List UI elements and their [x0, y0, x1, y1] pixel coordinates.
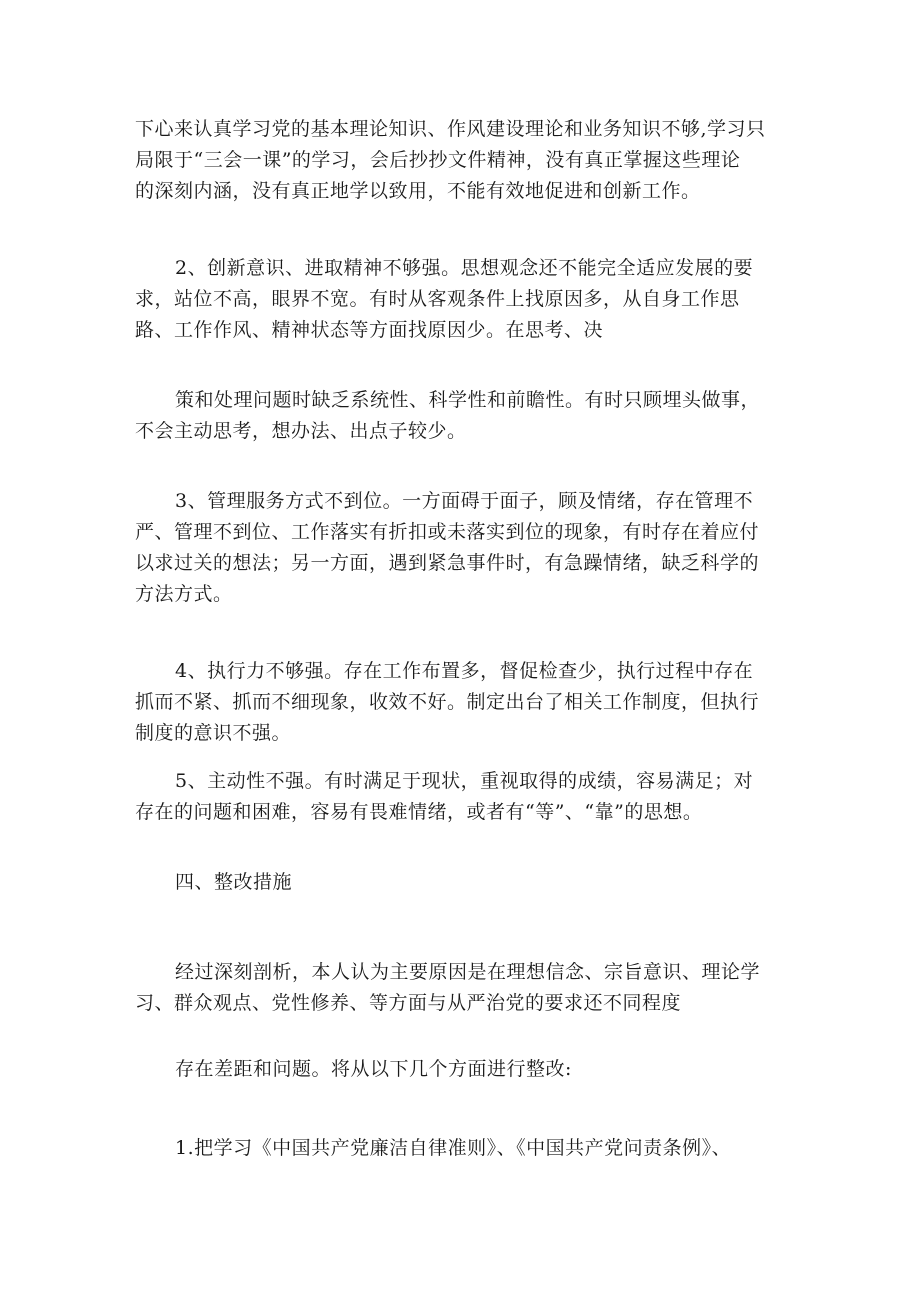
- text-line: 下心来认真学习党的基本理论知识、作风建设理论和业务知识不够,学习只: [135, 118, 766, 140]
- paragraph-measure-1: [135, 1133, 795, 1164]
- text-line: 2、创新意识、进取精神不够强。思想观念还不能完全适应发展的要: [175, 257, 754, 279]
- paragraph-item-3: [135, 486, 795, 610]
- text-line: 以求过关的想法；另一方面，遇到紧急事件时，有急躁情绪，缺乏科学的: [135, 552, 760, 574]
- section-heading-rectification: [135, 867, 795, 898]
- paragraph-item-4: [135, 656, 795, 749]
- text-line: 5、主动性不强。有时满足于现状，重视取得的成绩，容易满足；对: [175, 770, 754, 792]
- text-line: 经过深刻剖析，本人认为主要原因是在理想信念、宗旨意识、理论学: [175, 961, 761, 983]
- paragraph-item-2-continued: [135, 385, 795, 447]
- paragraph-item-2: [135, 253, 795, 346]
- text-line: 抓而不紧、抓而不细现象，收效不好。制定出台了相关工作制度，但执行: [135, 691, 760, 713]
- text-line: 求，站位不高，眼界不宽。有时从客观条件上找原因多，从自身工作思: [135, 288, 740, 310]
- text-line: 3、管理服务方式不到位。一方面碍于面子，顾及情绪，存在管理不: [175, 490, 754, 512]
- paragraph-analysis-continued: [135, 1054, 795, 1085]
- paragraph-analysis: [135, 957, 795, 1019]
- section-heading: 四、整改措施: [175, 871, 293, 893]
- text-line: 习、群众观点、党性修养、等方面与从严治党的要求还不同程度: [135, 992, 682, 1014]
- text-line: 的深刻内涵，没有真正地学以致用，不能有效地促进和创新工作。: [135, 180, 701, 202]
- text-line: 存在差距和问题。将从以下几个方面进行整改:: [175, 1058, 572, 1080]
- text-line: 严、管理不到位、工作落实有折扣或未落实到位的现象，有时存在着应付: [135, 521, 760, 543]
- text-line: 1.把学习《中国共产党廉洁自律准则》、《中国共产党问责条例》、: [175, 1137, 732, 1159]
- text-line: 路、工作作风、精神状态等方面找原因少。在思考、决: [135, 319, 604, 341]
- text-line: 4、执行力不够强。存在工作布置多，督促检查少，执行过程中存在: [175, 660, 754, 682]
- text-line: 策和处理问题时缺乏系统性、科学性和前瞻性。有时只顾埋头做事，: [175, 389, 761, 411]
- paragraph-item-5: [135, 766, 795, 828]
- paragraph-study-continuation: [135, 114, 795, 207]
- text-line: 局限于“三会一课”的学习，会后抄抄文件精神，没有真正掌握这些理论: [135, 149, 741, 171]
- text-line: 存在的问题和困难，容易有畏难情绪，或者有“等”、“靠”的思想。: [135, 801, 703, 823]
- text-line: 制度的意识不强。: [135, 722, 292, 744]
- text-line: 不会主动思考，想办法、出点子较少。: [135, 420, 467, 442]
- text-line: 方法方式。: [135, 583, 233, 605]
